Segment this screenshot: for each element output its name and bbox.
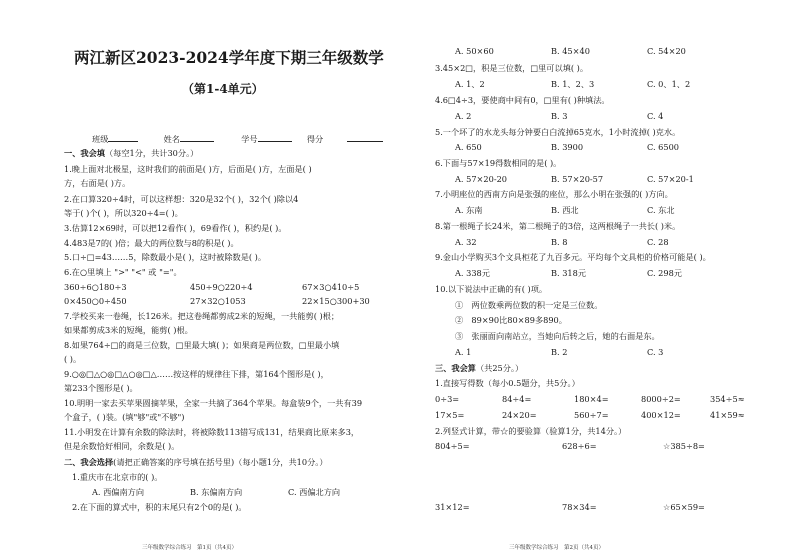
mental-math-item: 400×12= [641, 410, 681, 420]
mental-math-item: 8000÷2= [641, 394, 681, 404]
choice-option[interactable]: B. 318元 [551, 268, 587, 278]
section-2-header [64, 457, 328, 468]
q1-line-2: 方，右面是( )方。 [64, 178, 131, 188]
mental-math-item: 17×5= [435, 410, 465, 420]
section-3-title: 三、我会算 [435, 363, 476, 373]
q10-line-2: 个盒子，( )装。(填"够"或"不够") [64, 412, 185, 422]
choice-option[interactable]: A. 1 [455, 347, 472, 357]
choice-option[interactable]: B. 1、2、3 [551, 79, 595, 89]
q6-line: 6.在○里填上 ">" "<" 或 "="。 [64, 267, 182, 277]
exam-title: 两江新区2023-2024学年度下期三年级数学 [74, 48, 384, 67]
section-3-note: （共25分。） [475, 363, 524, 373]
choice-option[interactable]: A. 西偏南方向 [92, 487, 145, 497]
compare-item: 67×3○410÷5 [302, 282, 360, 292]
choice-option[interactable]: A. 57×20-20 [455, 174, 507, 184]
vertical-calc-item: 804÷5= [435, 441, 470, 451]
vertical-calc-item: 628÷6= [562, 441, 597, 451]
q9-line-2: 第233个图形是( )。 [64, 383, 138, 393]
mental-math-item: 24×20= [502, 410, 537, 420]
choice-q6-text: 6.下面与57×19得数相同的是( )。 [435, 158, 562, 168]
choice-q1-text: 1.重庆市在北京市的( )。 [72, 472, 163, 482]
q9-line-1: 9.○◎□△○◎□△○◎□△……按这样的规律往下排，第164个图形是( )， [64, 369, 329, 379]
mental-math-item: 41×59≈ [710, 410, 745, 420]
choice-option[interactable]: B. 3 [551, 111, 568, 121]
choice-q7-text: 7.小明座位的西南方向是张强的座位，那么小明在张强的( )方向。 [435, 189, 673, 199]
choice-q9-text: 9.金山小学购买3个文具柜花了九百多元。平均每个文具柜的价格可能是( )。 [435, 252, 711, 262]
choice-option[interactable]: A. 32 [455, 237, 477, 247]
compare-item: 27×32○1053 [190, 296, 246, 306]
compare-item: 0×450○0÷450 [64, 296, 127, 306]
q2-line-1: 2.在口算320÷4时，可以这样想：320是32个( )，32个( )除以4 [64, 194, 299, 204]
mental-math-item: 84÷4= [502, 394, 532, 404]
mental-math-item: 180×4= [574, 394, 609, 404]
q11-line-2: 但是余数恰好相同，余数是( )。 [64, 441, 180, 451]
choice-option[interactable]: C. 西偏北方向 [288, 487, 341, 497]
section-1-title: 一、我会填 [64, 148, 105, 158]
id-blank[interactable] [258, 132, 292, 142]
compare-item: 360÷6○180÷3 [64, 282, 127, 292]
choice-option[interactable]: A. 650 [455, 142, 482, 152]
q3-line: 3.估算12×69时，可以把12看作( )，69看作( )，积约是( )。 [64, 223, 287, 233]
statement-item: ① 两位数乘两位数的积一定是三位数。 [455, 300, 603, 310]
choice-option[interactable]: C. 6500 [647, 142, 680, 152]
choice-option[interactable]: C. 4 [647, 111, 664, 121]
choice-q8-text: 8.第一根绳子长24米，第二根绳子的3倍，这两根绳子一共长( )米。 [435, 221, 681, 231]
choice-option[interactable]: C. 东北 [647, 205, 675, 215]
mental-math-item: 354÷5≈ [710, 394, 745, 404]
choice-q5-text: 5.一个坏了的水龙头每分钟要白白流掉65克水，1小时流掉( )克水。 [435, 127, 681, 137]
vertical-calc-instruction: 2.列竖式计算，带☆的要验算（验算1分，共14分。） [435, 426, 627, 436]
choice-q2-text: 2.在下面的算式中，积的末尾只有2个0的是( )。 [72, 502, 247, 512]
section-1-header [64, 148, 198, 159]
section-2-title: 二、我会选择 [64, 457, 114, 467]
vertical-calc-item: ☆65×59= [663, 502, 705, 512]
choice-option[interactable]: A. 1、2 [455, 79, 485, 89]
choice-option[interactable]: C. 28 [647, 237, 669, 247]
choice-q3-text: 3.45×2□，积是三位数，□里可以填( )。 [435, 63, 589, 73]
q1-line-1: 1.晚上面对北极星，这时我们的前面是( )方，后面是( )方，左面是( ) [64, 164, 312, 174]
section-3-header [435, 363, 523, 374]
exam-subtitle: （第1-4单元） [182, 82, 264, 96]
statement-item: ② 89×90比80×89多890。 [455, 315, 567, 325]
choice-option[interactable]: C. 298元 [647, 268, 682, 278]
q5-line: 5.口÷□=43……5，除数最小是( )，这时被除数是( )。 [64, 252, 267, 262]
name-label: 姓名 [163, 134, 180, 144]
choice-option[interactable]: B. 3900 [551, 142, 584, 152]
student-info-row [92, 132, 383, 145]
q8-line-1: 8.如果764÷□的商是三位数，□里最大填( )；如果商是两位数，□里最小填 [64, 340, 340, 350]
q7-line-1: 7.学校买来一卷绳，长126米。把这卷绳都剪成2米的短绳，一共能剪( )根； [64, 311, 340, 321]
section-2-note: (请把正确答案的序号填在括号里)（每小题1分，共10分。） [113, 457, 328, 467]
page-2 [397, 0, 794, 560]
choice-option[interactable]: A. 东南 [455, 205, 483, 215]
statement-item: ③ 张丽面向南站立，当她向后转之后，她的右面是东。 [455, 331, 660, 341]
choice-option[interactable]: B. 57×20-57 [551, 174, 604, 184]
mental-math-item: 0÷3= [435, 394, 460, 404]
q2-line-2: 等于( )个( )，所以320÷4=( )。 [64, 208, 183, 218]
mental-math-item: 560÷7= [574, 410, 609, 420]
section-1-note: （每空1分，共计30分。） [104, 148, 199, 158]
choice-option[interactable]: B. 45×40 [551, 46, 590, 56]
choice-option[interactable]: C. 3 [647, 347, 664, 357]
q8-line-2: ( )。 [64, 354, 82, 364]
class-label: 班级 [92, 134, 109, 144]
q4-line: 4.483是7的( )倍；最大的两位数与8的积是( )。 [64, 238, 239, 248]
class-blank[interactable] [108, 132, 138, 142]
page-1-footer: 三年级数学综合练习 第1页（共4页） [142, 545, 237, 551]
q11-line-1: 11.小明发在计算有余数的除法时，将被除数113错写成131，结果商比原来多3， [64, 427, 360, 437]
q7-line-2: 如果都剪成3米的短绳，能剪( )根。 [64, 325, 193, 335]
q10-line-1: 10.明明一家去买苹果圆摘苹果，全家一共摘了364个苹果。每盒装9个，一共有39 [64, 398, 363, 408]
name-blank[interactable] [180, 132, 214, 142]
id-label: 学号 [241, 134, 258, 144]
choice-option[interactable]: A. 50×60 [455, 46, 494, 56]
choice-option[interactable]: B. 2 [551, 347, 568, 357]
choice-q4-text: 4.6□4÷3，要使商中间有0，□里有( )种填法。 [435, 95, 610, 105]
vertical-calc-item: 78×34= [562, 502, 597, 512]
choice-option[interactable]: C. 54×20 [647, 46, 686, 56]
compare-item: 22×15○300+30 [302, 296, 370, 306]
choice-option[interactable]: C. 57×20-1 [647, 174, 694, 184]
vertical-calc-item: ☆385÷8= [663, 441, 705, 451]
choice-option[interactable]: B. 东偏南方向 [190, 487, 243, 497]
choice-option[interactable]: A. 2 [455, 111, 472, 121]
mental-math-instruction: 1.直接写得数（每小0.5题分，共5分。） [435, 378, 580, 388]
compare-item: 450÷9○220÷4 [190, 282, 253, 292]
choice-option[interactable]: B. 西北 [551, 205, 579, 215]
choice-option[interactable]: C. 0、1、2 [647, 79, 691, 89]
page-2-footer: 三年级数学综合练习 第2页（共4页） [509, 545, 604, 551]
score-label: 得分 [306, 134, 324, 144]
vertical-calc-item: 31×12= [435, 502, 470, 512]
choice-option[interactable]: A. 338元 [455, 268, 490, 278]
score-blank[interactable] [347, 132, 383, 142]
choice-option[interactable]: B. 8 [551, 237, 568, 247]
choice-q10-text: 10.以下说法中正确的有( )项。 [435, 284, 548, 294]
